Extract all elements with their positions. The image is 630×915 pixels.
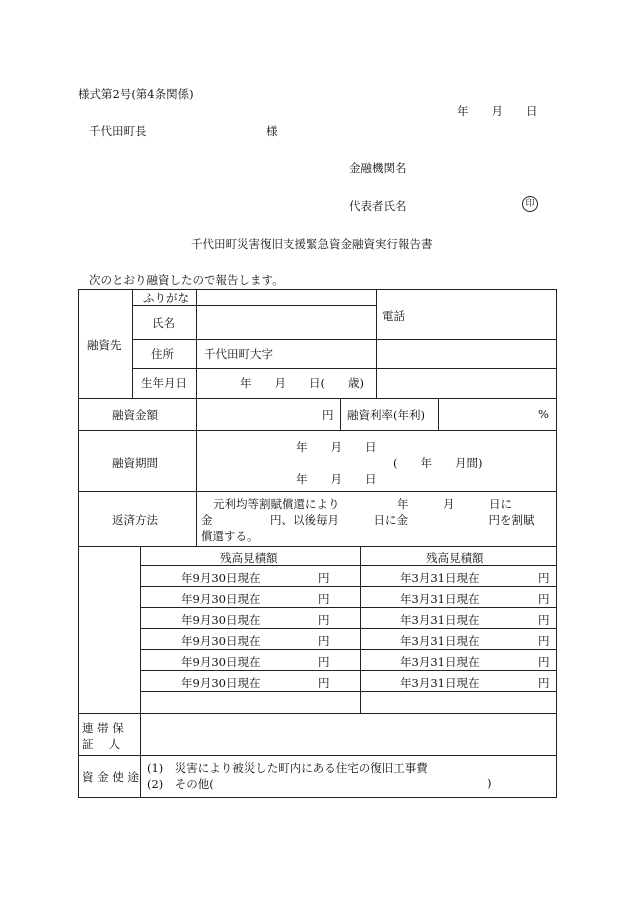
honorific: 様 [266, 124, 278, 138]
balance-left-unit: 円 [318, 613, 330, 627]
rate-unit: % [538, 407, 549, 421]
period-span: ( 年 月間) [393, 456, 483, 470]
balance-header-right: 残高見積額 [426, 551, 484, 565]
balance-left-unit: 円 [318, 571, 330, 585]
balance-right-unit: 円 [538, 676, 550, 690]
date-line: 年 月 日 [457, 104, 538, 118]
balance-right-unit: 円 [538, 655, 550, 669]
institution-label: 金融機関名 [349, 161, 407, 175]
balance-header-left: 残高見積額 [220, 551, 278, 565]
balance-right: 年3月31日現在 [400, 634, 480, 648]
rate-label: 融資利率(年利) [347, 408, 425, 422]
repayment-line-2: 金 円、以後毎月 日に金 円を割賦 [201, 513, 535, 527]
repayment-line-3: 償還する。 [201, 529, 259, 543]
balance-right: 年3月31日現在 [400, 655, 480, 669]
balance-left-unit: 円 [318, 655, 330, 669]
period-to: 年 月 日 [296, 472, 377, 486]
repayment-line-1: 元利均等割賦償還により 年 月 日に [213, 497, 512, 511]
balance-right-unit: 円 [538, 613, 550, 627]
intro-text: 次のとおり融資したので報告します。 [89, 273, 284, 287]
purpose-item-1: (1) 災害により被災した町内にある住宅の復旧工事費 [147, 761, 428, 775]
birth-value: 年 月 日( 歳) [240, 376, 364, 390]
balance-left-unit: 円 [318, 676, 330, 690]
report-form [78, 289, 557, 798]
balance-left: 年9月30日現在 [181, 634, 261, 648]
addressee: 千代田町長 [89, 124, 147, 138]
balance-right: 年3月31日現在 [400, 592, 480, 606]
balance-left-unit: 円 [318, 634, 330, 648]
purpose-label: 資 金 使 途 [82, 770, 139, 784]
repayment-label: 返済方法 [112, 513, 158, 527]
phone-label: 電話 [382, 309, 405, 323]
address-label: 住所 [151, 347, 174, 361]
balance-left: 年9月30日現在 [181, 571, 261, 585]
birth-label: 生年月日 [141, 376, 187, 390]
document-title: 千代田町災害復旧支援緊急資金融資実行報告書 [191, 237, 433, 251]
representative-label: 代表者氏名 [349, 199, 407, 213]
balance-right-unit: 円 [538, 634, 550, 648]
balance-left: 年9月30日現在 [181, 676, 261, 690]
amount-unit: 円 [322, 408, 334, 422]
balance-left: 年9月30日現在 [181, 613, 261, 627]
purpose-item-2-close: ) [487, 776, 492, 790]
balance-left: 年9月30日現在 [181, 592, 261, 606]
guarantor-label-line-1: 連 帯 保 [82, 721, 124, 735]
lender-label: 融資先 [87, 338, 122, 352]
form-number: 様式第2号(第4条関係) [78, 87, 194, 101]
name-label: 氏名 [152, 316, 175, 330]
seal-mark: 印 [522, 196, 538, 212]
balance-right: 年3月31日現在 [400, 571, 480, 585]
furigana-label: ふりがな [143, 291, 189, 305]
balance-right-unit: 円 [538, 571, 550, 585]
amount-label: 融資金額 [112, 408, 158, 422]
balance-right: 年3月31日現在 [400, 613, 480, 627]
guarantor-label-line-2: 証 人 [82, 737, 121, 751]
balance-left: 年9月30日現在 [181, 655, 261, 669]
balance-right: 年3月31日現在 [400, 676, 480, 690]
period-from: 年 月 日 [296, 440, 377, 454]
period-label: 融資期間 [112, 456, 158, 470]
address-value: 千代田町大字 [204, 347, 273, 361]
balance-left-unit: 円 [318, 592, 330, 606]
purpose-item-2: (2) その他( [147, 777, 214, 791]
balance-right-unit: 円 [538, 592, 550, 606]
